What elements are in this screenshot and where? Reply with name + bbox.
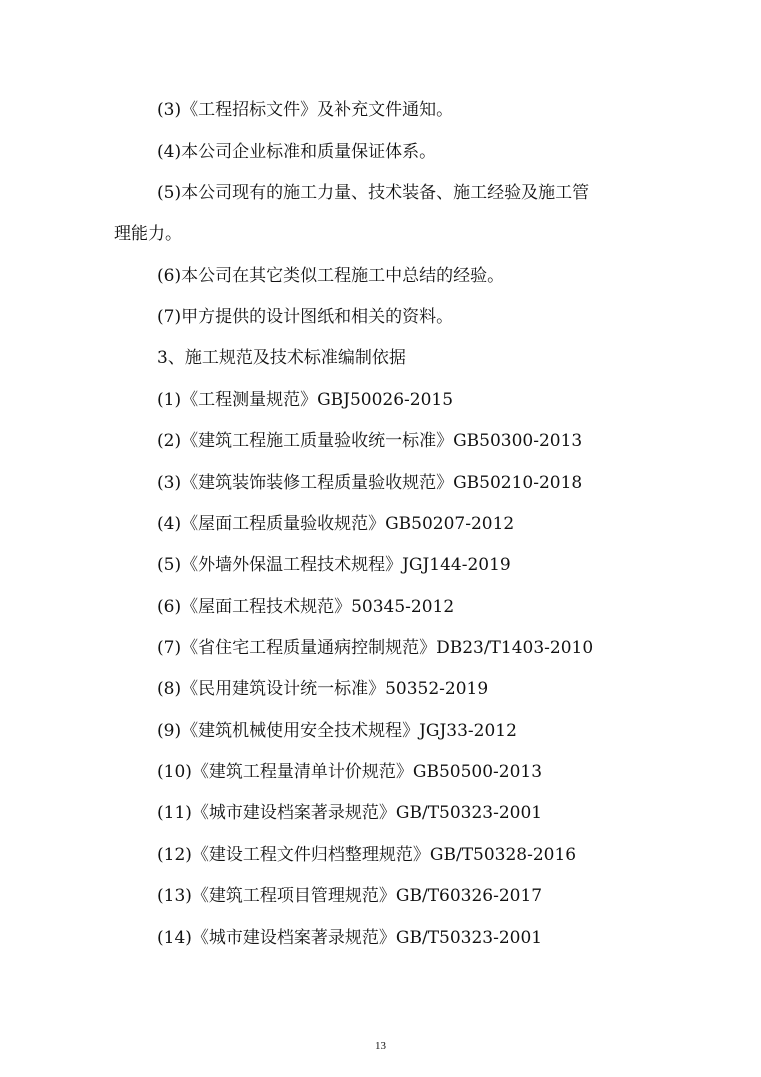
standard-item: (4)《屋面工程质量验收规范》GB50207-2012 <box>157 514 515 534</box>
text-line-drawings: (7)甲方提供的设计图纸和相关的资料。 <box>157 307 454 327</box>
standard-item: (12)《建设工程文件归档整理规范》GB/T50328-2016 <box>157 845 577 865</box>
standard-item: (1)《工程测量规范》GBJ50026-2015 <box>157 390 454 410</box>
text-line-capability-cont: 理能力。 <box>114 224 182 244</box>
text-line-quality-system: (4)本公司企业标准和质量保证体系。 <box>157 142 437 162</box>
section-heading: 3、施工规范及技术标准编制依据 <box>157 348 406 368</box>
page-number: 13 <box>375 1040 386 1052</box>
standard-item: (7)《省住宅工程质量通病控制规范》DB23/T1403-2010 <box>157 638 594 658</box>
standard-item: (3)《建筑装饰装修工程质量验收规范》GB50210-2018 <box>157 473 583 493</box>
standard-item: (14)《城市建设档案著录规范》GB/T50323-2001 <box>157 928 543 948</box>
standard-item: (11)《城市建设档案著录规范》GB/T50323-2001 <box>157 803 543 823</box>
standard-item: (9)《建筑机械使用安全技术规程》JGJ33-2012 <box>157 721 517 741</box>
text-line-experience: (6)本公司在其它类似工程施工中总结的经验。 <box>157 266 505 286</box>
standard-item: (10)《建筑工程量清单计价规范》GB50500-2013 <box>157 762 543 782</box>
text-line-bid-documents: (3)《工程招标文件》及补充文件通知。 <box>157 100 454 120</box>
standard-item: (13)《建筑工程项目管理规范》GB/T60326-2017 <box>157 886 543 906</box>
text-line-capability: (5)本公司现有的施工力量、技术装备、施工经验及施工管 <box>157 183 590 203</box>
standard-item: (6)《屋面工程技术规范》50345-2012 <box>157 597 455 617</box>
standard-item: (2)《建筑工程施工质量验收统一标准》GB50300-2013 <box>157 431 583 451</box>
standard-item: (5)《外墙外保温工程技术规程》JGJ144-2019 <box>157 555 511 575</box>
standard-item: (8)《民用建筑设计统一标准》50352-2019 <box>157 679 489 699</box>
